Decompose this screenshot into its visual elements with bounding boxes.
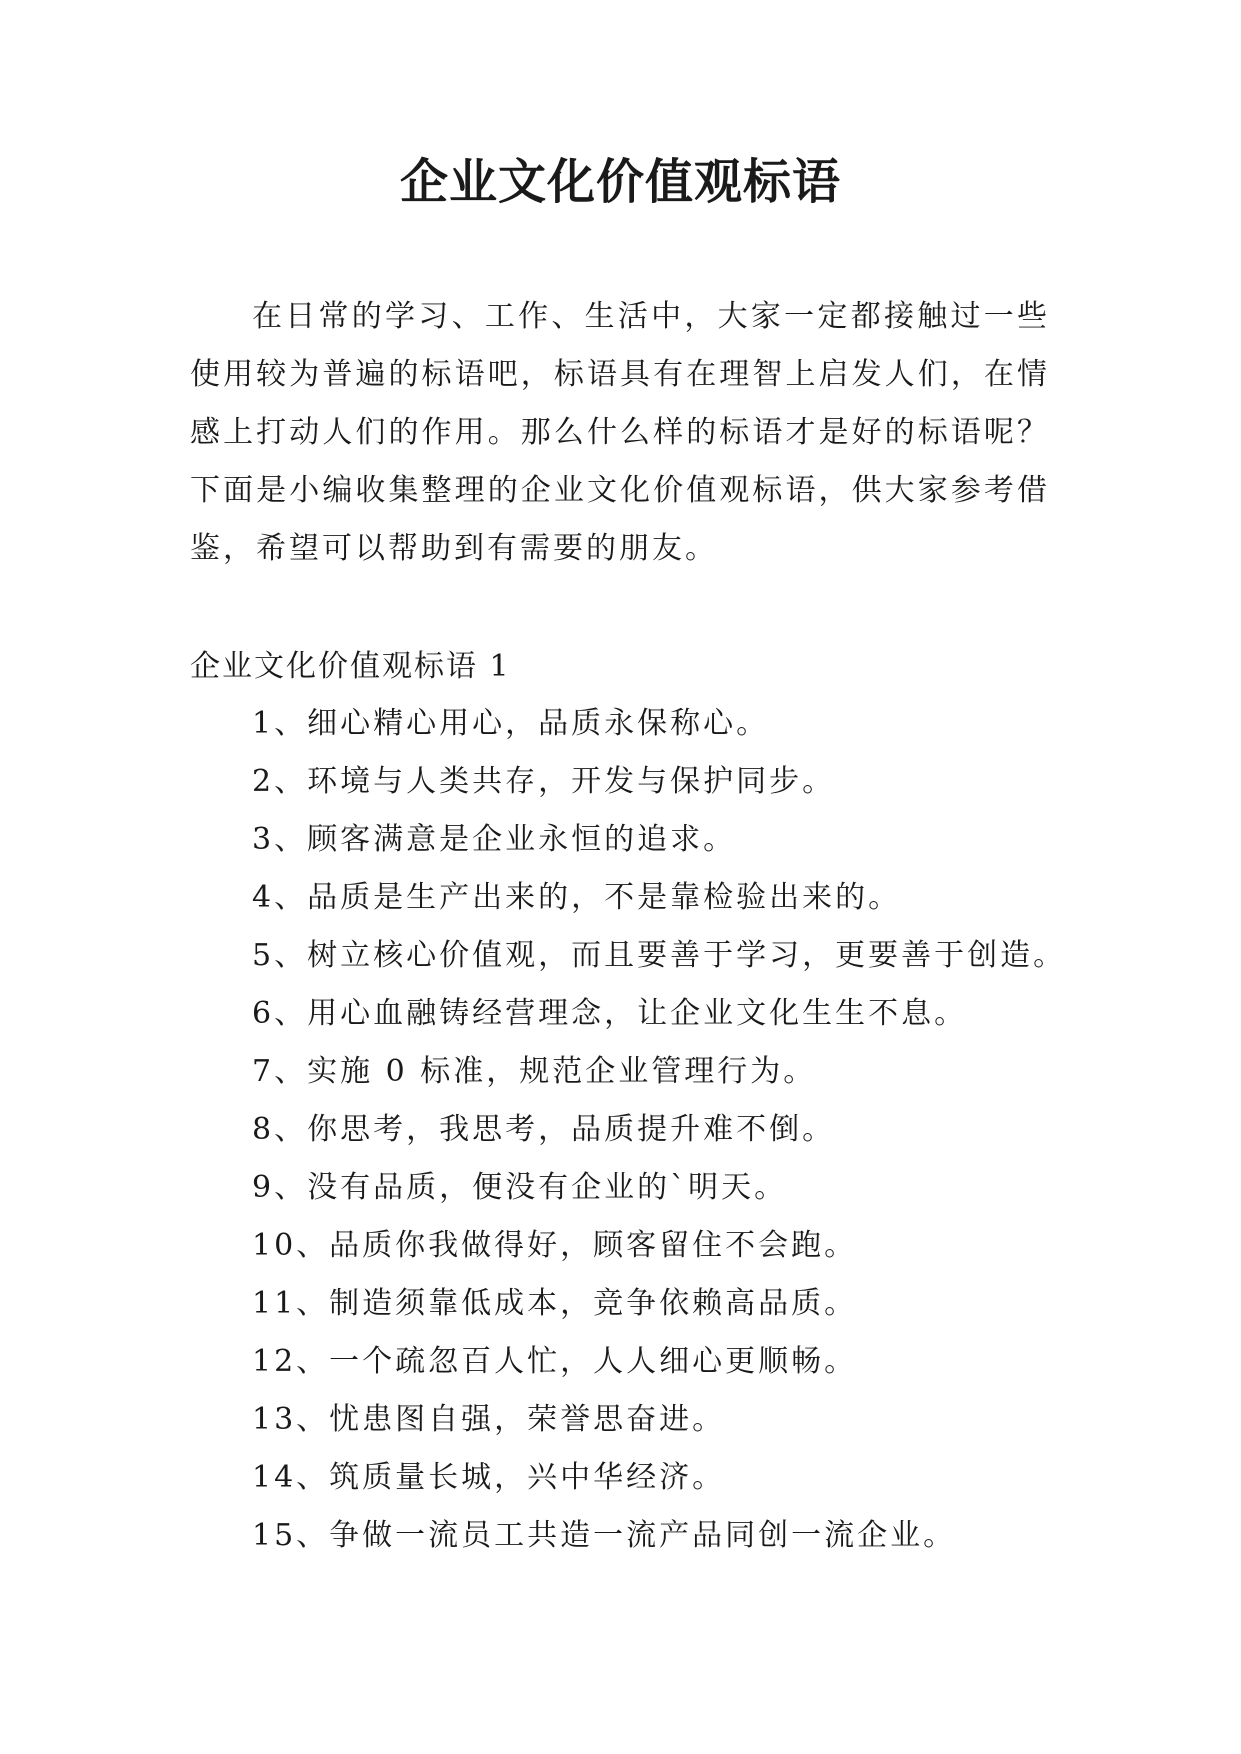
list-item: 11、制造须靠低成本，竞争依赖高品质。 bbox=[252, 1286, 858, 1321]
list-item: 15、争做一流员工共造一流产品同创一流企业。 bbox=[252, 1518, 957, 1553]
slogan-list bbox=[252, 695, 1152, 1565]
list-item: 4、品质是生产出来的，不是靠检验出来的。 bbox=[252, 880, 902, 915]
list-item: 12、一个疏忽百人忙，人人细心更顺畅。 bbox=[252, 1344, 858, 1379]
intro-paragraph: 在日常的学习、工作、生活中，大家一定都接触过一些使用较为普遍的标语吧，标语具有在理智上启发人们，在情感上打动人们的作用。那么什么样的标语才是好的标语呢？下面是小编收集整理的企业文化价值观标语，供大家参考借鉴，希望可以帮助到有需要的朋友。 bbox=[190, 299, 1050, 566]
document-title: 企业文化价值观标语 bbox=[399, 154, 841, 210]
list-item: 13、忧患图自强，荣誉思奋进。 bbox=[252, 1402, 726, 1437]
list-item: 2、环境与人类共存，开发与保护同步。 bbox=[252, 764, 836, 799]
list-item: 6、用心血融铸经营理念，让企业文化生生不息。 bbox=[252, 996, 968, 1031]
list-item: 8、你思考，我思考，品质提升难不倒。 bbox=[252, 1112, 836, 1147]
list-item: 1、细心精心用心，品质永保称心。 bbox=[252, 706, 770, 741]
list-item: 3、顾客满意是企业永恒的追求。 bbox=[252, 822, 737, 857]
list-item: 14、筑质量长城，兴中华经济。 bbox=[252, 1460, 726, 1495]
section-heading: 企业文化价值观标语 1 bbox=[190, 649, 511, 684]
list-item: 5、树立核心价值观，而且要善于学习，更要善于创造。 bbox=[252, 938, 1067, 973]
list-item: 10、品质你我做得好，顾客留住不会跑。 bbox=[252, 1228, 858, 1263]
list-item: 7、实施 0 标准，规范企业管理行为。 bbox=[252, 1054, 817, 1089]
list-item: 9、没有品质，便没有企业的`明天。 bbox=[252, 1170, 788, 1205]
